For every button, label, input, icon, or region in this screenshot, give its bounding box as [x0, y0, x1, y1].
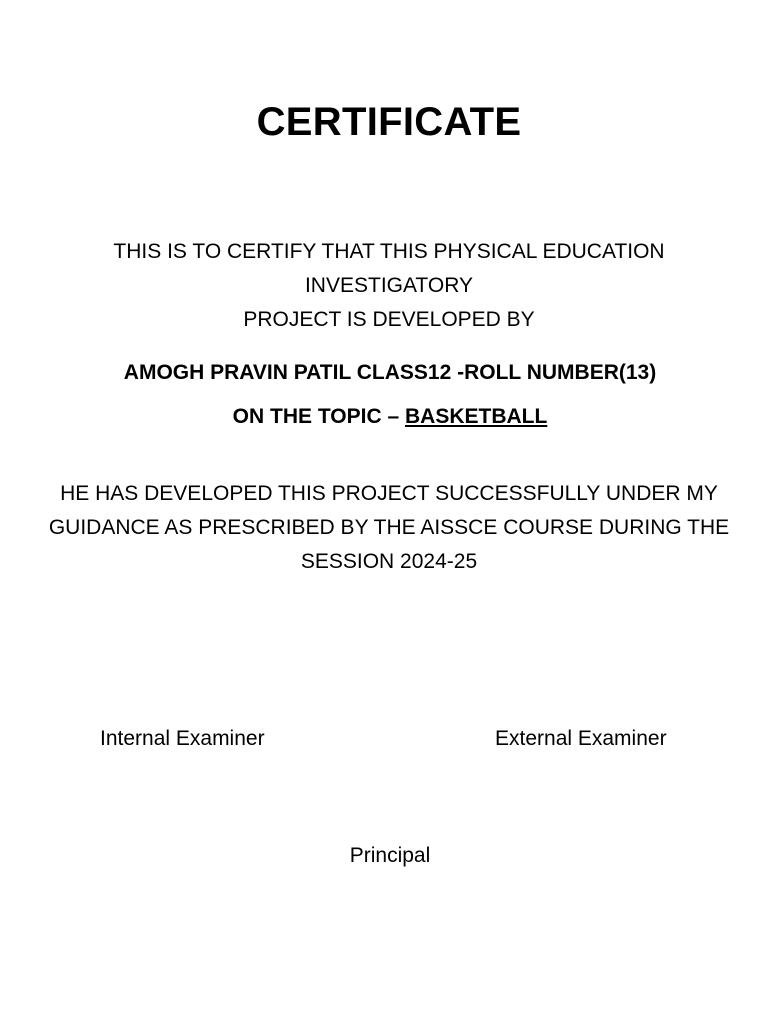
topic-prefix: ON THE TOPIC – — [232, 405, 405, 428]
internal-examiner-label: Internal Examiner — [100, 727, 265, 750]
certify-intro — [30, 235, 748, 337]
external-examiner-label: External Examiner — [495, 727, 667, 750]
certificate-title: CERTIFICATE — [256, 100, 522, 144]
body-line-1: HE HAS DEVELOPED THIS PROJECT SUCCESSFULLY UNDER MY — [60, 482, 718, 505]
body-line-3: SESSION 2024-25 — [300, 550, 478, 573]
body-line-2: GUIDANCE AS PRESCRIBED BY THE AISSCE COURSE DURING THE — [48, 516, 730, 539]
principal-label: Principal — [349, 844, 431, 867]
intro-line-1: THIS IS TO CERTIFY THAT THIS PHYSICAL EDUCATION INVESTIGATORY — [113, 240, 665, 297]
intro-line-2: PROJECT IS DEVELOPED BY — [243, 308, 535, 331]
certify-body — [30, 477, 748, 579]
topic-name: BASKETBALL — [404, 405, 548, 428]
student-line: AMOGH PRAVIN PATIL CLASS12 -ROLL NUMBER(13) — [123, 361, 657, 384]
topic-line — [0, 405, 768, 429]
